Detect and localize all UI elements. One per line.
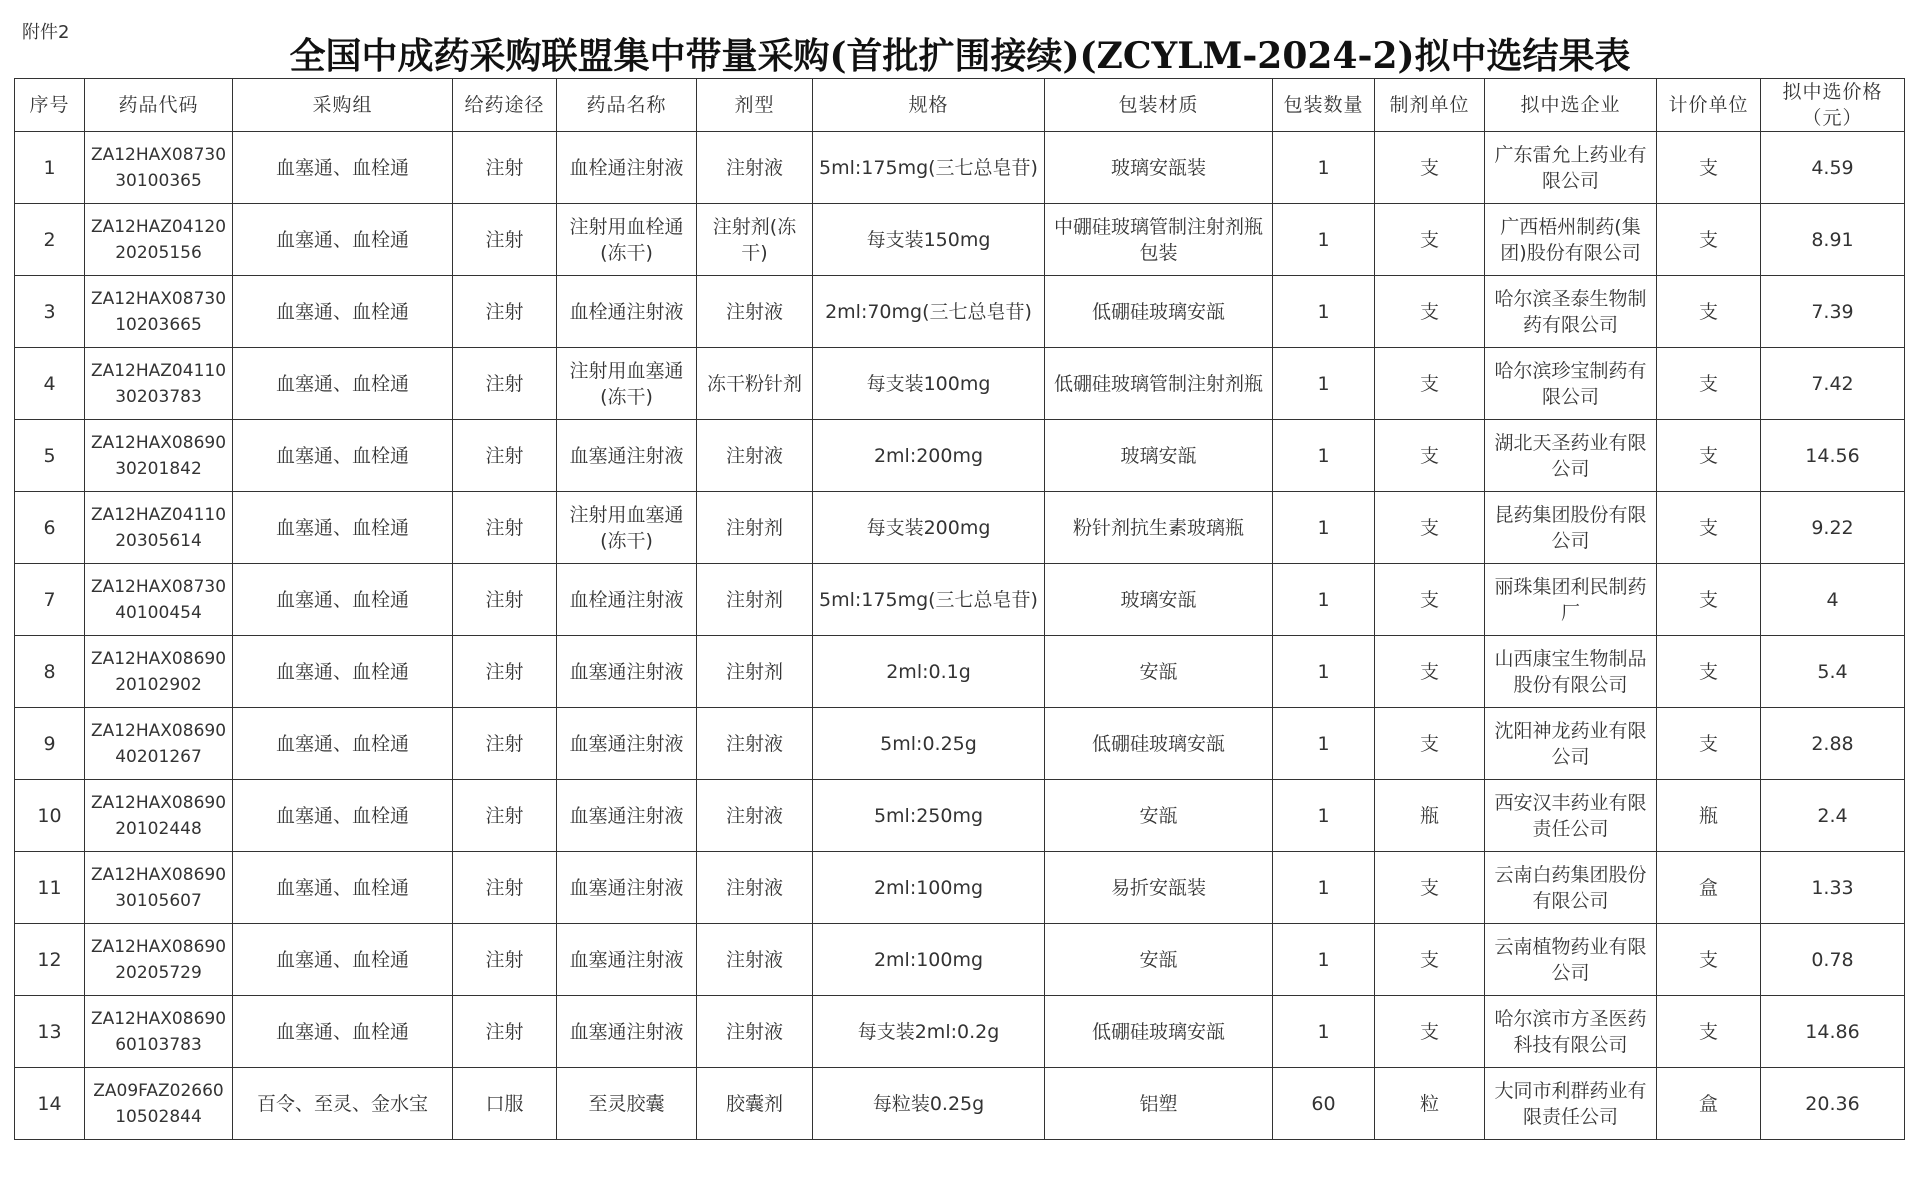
procurement-group-cell: 血塞通、血栓通 bbox=[233, 852, 453, 924]
specification-cell: 5ml:0.25g bbox=[813, 708, 1045, 780]
package-quantity-cell: 1 bbox=[1273, 924, 1375, 996]
drug-name-cell: 血塞通注射液 bbox=[557, 420, 697, 492]
column-header: 序号 bbox=[15, 79, 85, 132]
table-row bbox=[15, 204, 1905, 276]
pricing-unit-cell: 盒 bbox=[1657, 852, 1761, 924]
procurement-group-cell: 血塞通、血栓通 bbox=[233, 636, 453, 708]
selected-price-cell: 2.4 bbox=[1761, 780, 1905, 852]
specification-cell: 5ml:175mg(三七总皂苷) bbox=[813, 564, 1045, 636]
dosage-form-cell: 注射液 bbox=[697, 276, 813, 348]
dosage-form-cell: 注射剂 bbox=[697, 492, 813, 564]
dosage-form-cell: 冻干粉针剂 bbox=[697, 348, 813, 420]
selected-company-cell: 西安汉丰药业有限责任公司 bbox=[1485, 780, 1657, 852]
column-header: 包装数量 bbox=[1273, 79, 1375, 132]
table-row bbox=[15, 924, 1905, 996]
packaging-material-cell: 易折安瓿装 bbox=[1045, 852, 1273, 924]
preparation-unit-cell: 粒 bbox=[1375, 1068, 1485, 1140]
selected-price-cell: 0.78 bbox=[1761, 924, 1905, 996]
selected-price-cell: 1.33 bbox=[1761, 852, 1905, 924]
table-row bbox=[15, 420, 1905, 492]
pricing-unit-cell: 支 bbox=[1657, 924, 1761, 996]
packaging-material-cell: 安瓿 bbox=[1045, 636, 1273, 708]
preparation-unit-cell: 支 bbox=[1375, 492, 1485, 564]
row-number-cell: 3 bbox=[15, 276, 85, 348]
pricing-unit-cell: 支 bbox=[1657, 996, 1761, 1068]
table-row bbox=[15, 708, 1905, 780]
specification-cell: 每支装150mg bbox=[813, 204, 1045, 276]
package-quantity-cell: 1 bbox=[1273, 852, 1375, 924]
column-header: 给药途径 bbox=[453, 79, 557, 132]
preparation-unit-cell: 支 bbox=[1375, 348, 1485, 420]
row-number-cell: 1 bbox=[15, 132, 85, 204]
packaging-material-cell: 玻璃安瓿 bbox=[1045, 420, 1273, 492]
selected-price-cell: 14.56 bbox=[1761, 420, 1905, 492]
row-number-cell: 5 bbox=[15, 420, 85, 492]
preparation-unit-cell: 支 bbox=[1375, 924, 1485, 996]
administration-route-cell: 注射 bbox=[453, 924, 557, 996]
packaging-material-cell: 安瓿 bbox=[1045, 924, 1273, 996]
procurement-group-cell: 血塞通、血栓通 bbox=[233, 132, 453, 204]
column-header: 采购组 bbox=[233, 79, 453, 132]
drug-name-cell: 血栓通注射液 bbox=[557, 564, 697, 636]
pricing-unit-cell: 盒 bbox=[1657, 1068, 1761, 1140]
row-number-cell: 6 bbox=[15, 492, 85, 564]
dosage-form-cell: 注射剂(冻干) bbox=[697, 204, 813, 276]
packaging-material-cell: 中硼硅玻璃管制注射剂瓶包装 bbox=[1045, 204, 1273, 276]
preparation-unit-cell: 瓶 bbox=[1375, 780, 1485, 852]
administration-route-cell: 注射 bbox=[453, 204, 557, 276]
specification-cell: 2ml:200mg bbox=[813, 420, 1045, 492]
administration-route-cell: 注射 bbox=[453, 852, 557, 924]
packaging-material-cell: 铝塑 bbox=[1045, 1068, 1273, 1140]
table-row bbox=[15, 348, 1905, 420]
package-quantity-cell: 1 bbox=[1273, 492, 1375, 564]
selected-price-cell: 8.91 bbox=[1761, 204, 1905, 276]
column-header: 拟中选价格（元） bbox=[1761, 79, 1905, 132]
packaging-material-cell: 低硼硅玻璃安瓿 bbox=[1045, 276, 1273, 348]
drug-code-cell: ZA12HAX0869060103783 bbox=[85, 996, 233, 1068]
packaging-material-cell: 玻璃安瓿装 bbox=[1045, 132, 1273, 204]
administration-route-cell: 注射 bbox=[453, 996, 557, 1068]
dosage-form-cell: 注射液 bbox=[697, 420, 813, 492]
packaging-material-cell: 低硼硅玻璃管制注射剂瓶 bbox=[1045, 348, 1273, 420]
column-header: 规格 bbox=[813, 79, 1045, 132]
table-row bbox=[15, 564, 1905, 636]
table-body bbox=[15, 132, 1905, 1140]
drug-code-cell: ZA12HAX0869030201842 bbox=[85, 420, 233, 492]
table-row bbox=[15, 132, 1905, 204]
specification-cell: 5ml:175mg(三七总皂苷) bbox=[813, 132, 1045, 204]
column-header: 计价单位 bbox=[1657, 79, 1761, 132]
administration-route-cell: 注射 bbox=[453, 348, 557, 420]
selected-price-cell: 4.59 bbox=[1761, 132, 1905, 204]
drug-name-cell: 血塞通注射液 bbox=[557, 780, 697, 852]
pricing-unit-cell: 支 bbox=[1657, 420, 1761, 492]
package-quantity-cell: 1 bbox=[1273, 564, 1375, 636]
column-header: 药品名称 bbox=[557, 79, 697, 132]
selected-company-cell: 湖北天圣药业有限公司 bbox=[1485, 420, 1657, 492]
package-quantity-cell: 60 bbox=[1273, 1068, 1375, 1140]
administration-route-cell: 注射 bbox=[453, 420, 557, 492]
pricing-unit-cell: 支 bbox=[1657, 564, 1761, 636]
package-quantity-cell: 1 bbox=[1273, 276, 1375, 348]
administration-route-cell: 口服 bbox=[453, 1068, 557, 1140]
procurement-group-cell: 血塞通、血栓通 bbox=[233, 996, 453, 1068]
dosage-form-cell: 注射液 bbox=[697, 132, 813, 204]
selected-price-cell: 20.36 bbox=[1761, 1068, 1905, 1140]
selected-company-cell: 广东雷允上药业有限公司 bbox=[1485, 132, 1657, 204]
selected-company-cell: 哈尔滨圣泰生物制药有限公司 bbox=[1485, 276, 1657, 348]
procurement-group-cell: 血塞通、血栓通 bbox=[233, 204, 453, 276]
row-number-cell: 10 bbox=[15, 780, 85, 852]
procurement-group-cell: 血塞通、血栓通 bbox=[233, 420, 453, 492]
table-row bbox=[15, 780, 1905, 852]
row-number-cell: 8 bbox=[15, 636, 85, 708]
preparation-unit-cell: 支 bbox=[1375, 996, 1485, 1068]
pricing-unit-cell: 支 bbox=[1657, 348, 1761, 420]
procurement-group-cell: 血塞通、血栓通 bbox=[233, 348, 453, 420]
row-number-cell: 14 bbox=[15, 1068, 85, 1140]
drug-name-cell: 血塞通注射液 bbox=[557, 636, 697, 708]
package-quantity-cell: 1 bbox=[1273, 132, 1375, 204]
packaging-material-cell: 安瓿 bbox=[1045, 780, 1273, 852]
preparation-unit-cell: 支 bbox=[1375, 132, 1485, 204]
specification-cell: 每粒装0.25g bbox=[813, 1068, 1045, 1140]
selected-price-cell: 2.88 bbox=[1761, 708, 1905, 780]
table-row bbox=[15, 276, 1905, 348]
preparation-unit-cell: 支 bbox=[1375, 204, 1485, 276]
selected-company-cell: 沈阳神龙药业有限公司 bbox=[1485, 708, 1657, 780]
dosage-form-cell: 注射液 bbox=[697, 996, 813, 1068]
selected-company-cell: 云南植物药业有限公司 bbox=[1485, 924, 1657, 996]
packaging-material-cell: 玻璃安瓿 bbox=[1045, 564, 1273, 636]
drug-code-cell: ZA12HAX0869020102902 bbox=[85, 636, 233, 708]
selected-price-cell: 14.86 bbox=[1761, 996, 1905, 1068]
dosage-form-cell: 注射液 bbox=[697, 780, 813, 852]
selected-company-cell: 昆药集团股份有限公司 bbox=[1485, 492, 1657, 564]
packaging-material-cell: 低硼硅玻璃安瓿 bbox=[1045, 708, 1273, 780]
administration-route-cell: 注射 bbox=[453, 132, 557, 204]
drug-code-cell: ZA12HAZ0412020205156 bbox=[85, 204, 233, 276]
column-header: 药品代码 bbox=[85, 79, 233, 132]
drug-name-cell: 注射用血塞通(冻干) bbox=[557, 492, 697, 564]
drug-code-cell: ZA12HAX0873010203665 bbox=[85, 276, 233, 348]
dosage-form-cell: 胶囊剂 bbox=[697, 1068, 813, 1140]
procurement-group-cell: 血塞通、血栓通 bbox=[233, 924, 453, 996]
procurement-group-cell: 血塞通、血栓通 bbox=[233, 780, 453, 852]
package-quantity-cell: 1 bbox=[1273, 348, 1375, 420]
procurement-group-cell: 血塞通、血栓通 bbox=[233, 708, 453, 780]
preparation-unit-cell: 支 bbox=[1375, 708, 1485, 780]
row-number-cell: 7 bbox=[15, 564, 85, 636]
dosage-form-cell: 注射剂 bbox=[697, 636, 813, 708]
table-row bbox=[15, 852, 1905, 924]
drug-code-cell: ZA12HAX0869040201267 bbox=[85, 708, 233, 780]
drug-name-cell: 至灵胶囊 bbox=[557, 1068, 697, 1140]
dosage-form-cell: 注射液 bbox=[697, 708, 813, 780]
administration-route-cell: 注射 bbox=[453, 708, 557, 780]
table-row bbox=[15, 1068, 1905, 1140]
preparation-unit-cell: 支 bbox=[1375, 420, 1485, 492]
row-number-cell: 9 bbox=[15, 708, 85, 780]
specification-cell: 2ml:0.1g bbox=[813, 636, 1045, 708]
administration-route-cell: 注射 bbox=[453, 780, 557, 852]
packaging-material-cell: 低硼硅玻璃安瓿 bbox=[1045, 996, 1273, 1068]
drug-code-cell: ZA12HAZ0411020305614 bbox=[85, 492, 233, 564]
specification-cell: 2ml:100mg bbox=[813, 852, 1045, 924]
preparation-unit-cell: 支 bbox=[1375, 636, 1485, 708]
package-quantity-cell: 1 bbox=[1273, 780, 1375, 852]
packaging-material-cell: 粉针剂抗生素玻璃瓶 bbox=[1045, 492, 1273, 564]
row-number-cell: 11 bbox=[15, 852, 85, 924]
row-number-cell: 4 bbox=[15, 348, 85, 420]
pricing-unit-cell: 瓶 bbox=[1657, 780, 1761, 852]
header-row bbox=[15, 79, 1905, 132]
administration-route-cell: 注射 bbox=[453, 564, 557, 636]
column-header: 制剂单位 bbox=[1375, 79, 1485, 132]
selected-price-cell: 7.39 bbox=[1761, 276, 1905, 348]
administration-route-cell: 注射 bbox=[453, 276, 557, 348]
drug-code-cell: ZA12HAX0873030100365 bbox=[85, 132, 233, 204]
selected-company-cell: 山西康宝生物制品股份有限公司 bbox=[1485, 636, 1657, 708]
procurement-group-cell: 血塞通、血栓通 bbox=[233, 276, 453, 348]
drug-name-cell: 注射用血塞通(冻干) bbox=[557, 348, 697, 420]
package-quantity-cell: 1 bbox=[1273, 996, 1375, 1068]
procurement-group-cell: 百令、至灵、金水宝 bbox=[233, 1068, 453, 1140]
column-header: 拟中选企业 bbox=[1485, 79, 1657, 132]
drug-name-cell: 血塞通注射液 bbox=[557, 852, 697, 924]
pricing-unit-cell: 支 bbox=[1657, 204, 1761, 276]
administration-route-cell: 注射 bbox=[453, 492, 557, 564]
specification-cell: 2ml:100mg bbox=[813, 924, 1045, 996]
drug-name-cell: 血栓通注射液 bbox=[557, 132, 697, 204]
procurement-group-cell: 血塞通、血栓通 bbox=[233, 564, 453, 636]
specification-cell: 每支装200mg bbox=[813, 492, 1045, 564]
page-title: 全国中成药采购联盟集中带量采购(首批扩围接续)(ZCYLM-2024-2)拟中选结果表 bbox=[289, 35, 1631, 77]
row-number-cell: 2 bbox=[15, 204, 85, 276]
pricing-unit-cell: 支 bbox=[1657, 132, 1761, 204]
selected-company-cell: 云南白药集团股份有限公司 bbox=[1485, 852, 1657, 924]
table-row bbox=[15, 492, 1905, 564]
selected-price-cell: 9.22 bbox=[1761, 492, 1905, 564]
column-header: 包装材质 bbox=[1045, 79, 1273, 132]
attachment-label: 附件2 bbox=[22, 22, 70, 43]
row-number-cell: 13 bbox=[15, 996, 85, 1068]
row-number-cell: 12 bbox=[15, 924, 85, 996]
drug-code-cell: ZA12HAX0869020205729 bbox=[85, 924, 233, 996]
selected-price-cell: 4 bbox=[1761, 564, 1905, 636]
drug-code-cell: ZA12HAX0869030105607 bbox=[85, 852, 233, 924]
dosage-form-cell: 注射液 bbox=[697, 924, 813, 996]
specification-cell: 每支装2ml:0.2g bbox=[813, 996, 1045, 1068]
administration-route-cell: 注射 bbox=[453, 636, 557, 708]
drug-code-cell: ZA12HAX0873040100454 bbox=[85, 564, 233, 636]
table-row bbox=[15, 636, 1905, 708]
drug-code-cell: ZA12HAZ0411030203783 bbox=[85, 348, 233, 420]
dosage-form-cell: 注射液 bbox=[697, 852, 813, 924]
selected-company-cell: 广西梧州制药(集团)股份有限公司 bbox=[1485, 204, 1657, 276]
column-header: 剂型 bbox=[697, 79, 813, 132]
specification-cell: 2ml:70mg(三七总皂苷) bbox=[813, 276, 1045, 348]
drug-code-cell: ZA12HAX0869020102448 bbox=[85, 780, 233, 852]
package-quantity-cell: 1 bbox=[1273, 204, 1375, 276]
package-quantity-cell: 1 bbox=[1273, 420, 1375, 492]
drug-name-cell: 注射用血栓通(冻干) bbox=[557, 204, 697, 276]
drug-name-cell: 血塞通注射液 bbox=[557, 708, 697, 780]
specification-cell: 5ml:250mg bbox=[813, 780, 1045, 852]
drug-name-cell: 血栓通注射液 bbox=[557, 276, 697, 348]
package-quantity-cell: 1 bbox=[1273, 636, 1375, 708]
drug-name-cell: 血塞通注射液 bbox=[557, 924, 697, 996]
selected-company-cell: 哈尔滨市方圣医药科技有限公司 bbox=[1485, 996, 1657, 1068]
pricing-unit-cell: 支 bbox=[1657, 636, 1761, 708]
pricing-unit-cell: 支 bbox=[1657, 708, 1761, 780]
selected-company-cell: 丽珠集团利民制药厂 bbox=[1485, 564, 1657, 636]
preparation-unit-cell: 支 bbox=[1375, 276, 1485, 348]
selected-price-cell: 7.42 bbox=[1761, 348, 1905, 420]
selected-company-cell: 哈尔滨珍宝制药有限公司 bbox=[1485, 348, 1657, 420]
procurement-group-cell: 血塞通、血栓通 bbox=[233, 492, 453, 564]
pricing-unit-cell: 支 bbox=[1657, 276, 1761, 348]
package-quantity-cell: 1 bbox=[1273, 708, 1375, 780]
pricing-unit-cell: 支 bbox=[1657, 492, 1761, 564]
selected-price-cell: 5.4 bbox=[1761, 636, 1905, 708]
results-table bbox=[14, 78, 1905, 1140]
drug-code-cell: ZA09FAZ0266010502844 bbox=[85, 1068, 233, 1140]
preparation-unit-cell: 支 bbox=[1375, 564, 1485, 636]
dosage-form-cell: 注射剂 bbox=[697, 564, 813, 636]
table-row bbox=[15, 996, 1905, 1068]
preparation-unit-cell: 支 bbox=[1375, 852, 1485, 924]
drug-name-cell: 血塞通注射液 bbox=[557, 996, 697, 1068]
selected-company-cell: 大同市利群药业有限责任公司 bbox=[1485, 1068, 1657, 1140]
specification-cell: 每支装100mg bbox=[813, 348, 1045, 420]
